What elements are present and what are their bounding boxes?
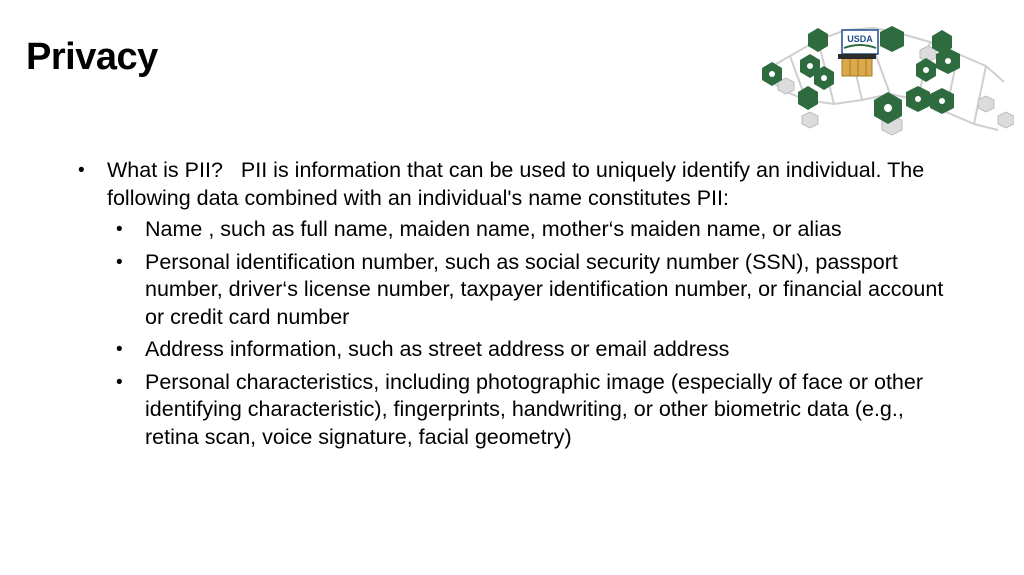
sub-bullet-characteristics (116, 369, 958, 452)
sub-bullet-id-number (116, 249, 958, 332)
slide-title: Privacy (26, 36, 158, 78)
bullet-dot: • (116, 219, 123, 240)
pii-definition: PII is information that can be used to uniquely identify an individual. The following data combined with an individual's name constitutes PII: (107, 158, 925, 210)
sub-bullet-text: Address information, such as street address or email address (145, 337, 730, 361)
pii-sub-list (107, 216, 958, 451)
pii-question: What is PII? (107, 158, 223, 182)
sub-bullet-name (116, 216, 958, 244)
sub-bullet-address (116, 336, 958, 364)
bullet-dot: • (116, 339, 123, 360)
bullet-dot: • (78, 160, 85, 181)
usda-logo-text: USDA (847, 34, 873, 44)
sub-bullet-text: Personal characteristics, including photographic image (especially of face or other identifying characteristic), fingerprints, handwriting, or other biometric data (e.g., retina scan, voice signature, facial geometry) (145, 369, 923, 449)
bullet-dot: • (116, 371, 123, 393)
bullet-dot: • (116, 251, 123, 273)
bullet-what-is-pii (78, 157, 958, 451)
sub-bullet-text: Personal identification number, such as social security number (SSN), passport number, driver‘s license number, taxpayer identification number, or financial account or credit card number (145, 249, 944, 329)
slide-body (78, 157, 958, 456)
bullet-list (78, 157, 958, 451)
sub-bullet-text: Name , such as full name, maiden name, mother‘s maiden name, or alias (145, 217, 842, 241)
usda-hexagon-network-logo (742, 20, 1014, 146)
